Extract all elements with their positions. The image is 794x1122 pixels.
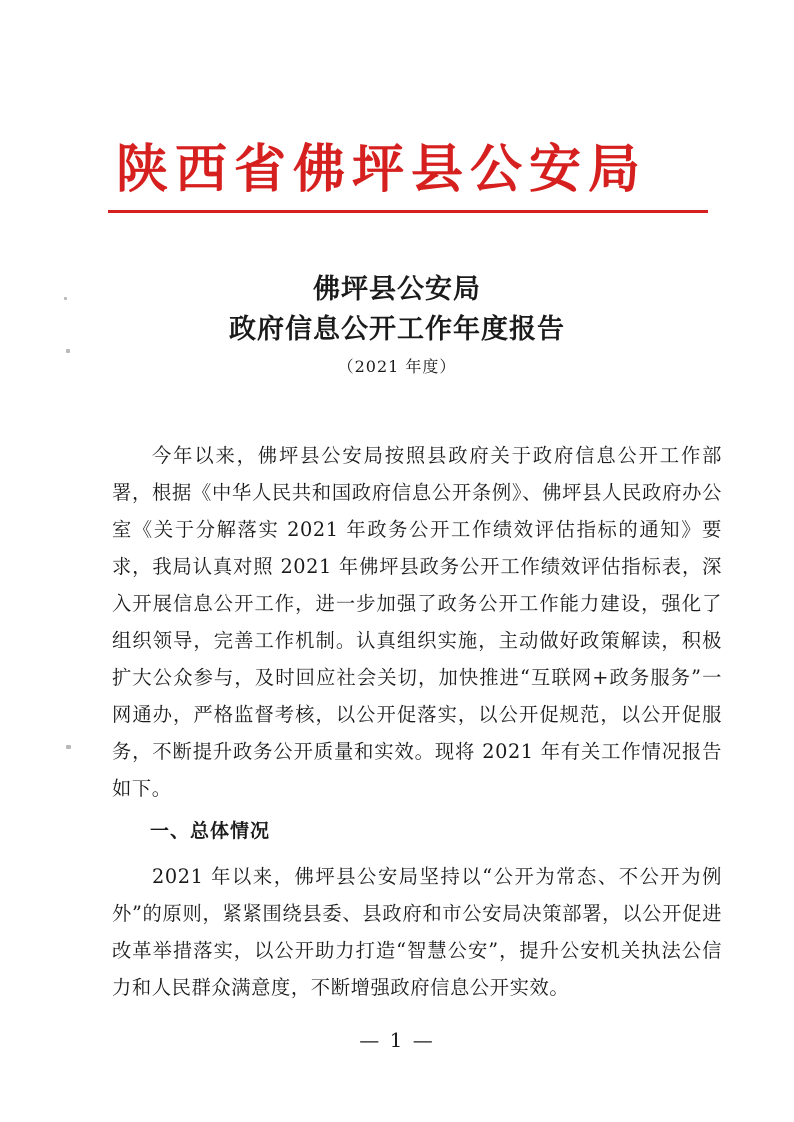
scan-speck (66, 349, 70, 353)
section-heading-overview: 一、总体情况 (150, 820, 271, 842)
page-number: — 1 — (359, 1028, 435, 1052)
body-paragraph-overview: 2021 年以来，佛坪县公安局坚持以“公开为常态、不公开为例外”的原则，紧紧围绕县委、县政府和市公安局决策部署，以公开促进改革举措落实，以公开助力打造“智慧公安”，提升公安机关执法公信力和人民群众满意度，不断增强政府信息公开实效。 (112, 865, 722, 999)
scan-speck (64, 297, 67, 300)
header-red-rule (108, 210, 708, 213)
agency-header-title: 陕西省佛坪县公安局 (116, 140, 648, 200)
report-title-line-2: 政府信息公开工作年度报告 (229, 314, 565, 345)
body-paragraph-intro: 今年以来，佛坪县公安局按照县政府关于政府信息公开工作部署，根据《中华人民共和国政府信息公开条例》、佛坪县人民政府办公室《关于分解落实 2021 年政务公开工作绩效评估指标的通知》要求，我局认真对照 2021 年佛坪县政务公开工作绩效评估指标表，深入开展信息公开工作，进一步加强了政务公开工作能力建设，强化了组织领导，完善工作机制。认真组织实施，主动做好政策解读，积极扩大公众参与，及时回应社会关切，加快推进“互联网+政务服务”一网通办，严格监督考核，以公开促落实，以公开促规范，以公开促服务，不断提升政务公开质量和实效。现将 2021 年有关工作情况报告如下。 (112, 444, 722, 800)
scan-speck (66, 745, 71, 749)
report-year-label: （2021 年度） (337, 357, 457, 376)
report-title-line-1: 佛坪县公安局 (313, 274, 481, 305)
